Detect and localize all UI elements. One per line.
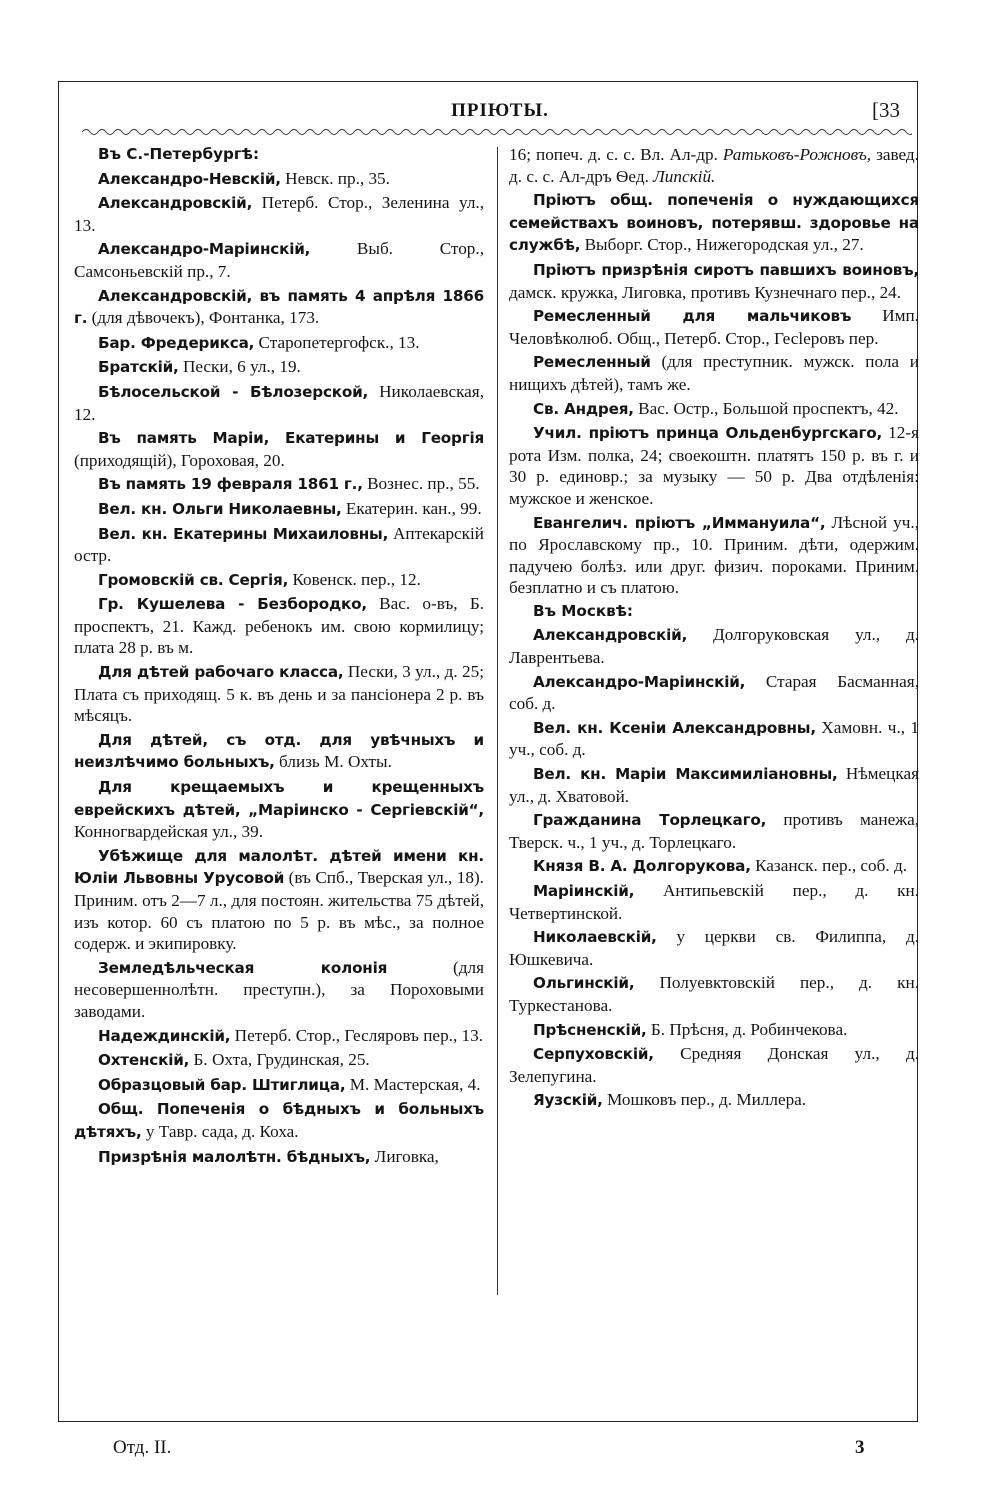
shelter-name: Вел. кн. Екатерины Михаиловны,: [98, 524, 389, 543]
shelter-name: Св. Андрея,: [533, 399, 634, 418]
entry-text: Вас. о-въ, Б. проспектъ, 21. Кажд. ребенокъ им. свою кормилицу; плата 28 р. въ м.: [74, 594, 484, 658]
shelter-entry: [74, 661, 484, 727]
shelter-entry: [509, 259, 919, 303]
entry-text: Конногвардейская ул., 39.: [74, 822, 264, 842]
shelter-name: Пріютъ призрѣнія сиротъ павшихъ воиновъ,: [533, 260, 919, 279]
shelter-name: Гражданина Торлецкаго,: [533, 811, 767, 830]
shelter-entry: [74, 356, 484, 379]
page-title: ПРІЮТЫ.: [451, 100, 549, 121]
entry-text: Пески, 3 ул., д. 25; Плата съ приходящ. 5 к. въ день и за пансіонера 2 р. въ мѣсяцъ.: [74, 662, 484, 726]
shelter-name: Александро-Невскій,: [98, 169, 281, 188]
entry-text: Мошковъ пер., д. Миллера.: [602, 1090, 807, 1110]
shelter-entry: [509, 1043, 919, 1087]
shelter-name: Маріинскій,: [533, 882, 635, 900]
person-name: Ратьковъ-Рожновъ,: [722, 145, 872, 164]
column-divider: [497, 147, 498, 1295]
entry-text: Хамовн. ч., 1 уч., соб. д.: [509, 717, 920, 760]
shelter-entry: [74, 473, 484, 496]
shelter-name: Общ. Попеченія о бѣдныхъ и больныхъ дѣтяхъ,: [74, 1100, 484, 1141]
entry-text: Нѣмецкая ул., д. Хватовой.: [509, 764, 919, 806]
entry-text: Екатерин. кан., 99.: [341, 498, 482, 518]
shelter-entry: [509, 880, 919, 924]
shelter-entry: [74, 168, 484, 191]
shelter-name: Александровскій, въ память 4 апрѣля 1866 г.: [74, 286, 484, 328]
entry-text: Казанск. пер., соб. д.: [750, 856, 908, 876]
shelter-name: Образцовый бар. Штиглица,: [98, 1075, 346, 1094]
shelter-name: Призрѣнія малолѣтн. бѣдныхъ,: [98, 1147, 371, 1166]
shelter-entry: [509, 189, 919, 257]
shelter-name: Александровскій,: [98, 194, 253, 213]
shelter-entry: [509, 671, 919, 715]
shelter-entry: [74, 381, 484, 425]
shelter-entry: [74, 238, 484, 282]
entry-text: Ковенск. пер., 12.: [288, 569, 421, 589]
shelter-name: Учил. пріютъ принца Ольденбургскаго,: [533, 424, 883, 443]
shelter-name: Въ память Маріи, Екатерины и Георгія: [98, 429, 484, 448]
entry-text: М. Мастерская, 4.: [345, 1074, 481, 1094]
shelter-name: Братскій,: [98, 358, 179, 377]
shelter-name: Бѣлосельской - Бѣлозерской,: [98, 382, 369, 401]
shelter-entry: [509, 1089, 919, 1112]
shelter-entry: [74, 332, 484, 355]
entry-text: Аптекарскій остр.: [74, 523, 484, 566]
entry-text: Лѣсной уч., по Ярославскому пр., 10. Приним. дѣти, одержим. падучею болѣз. или друг. физич. пороками. Приним. безплатно и съ платою.: [509, 512, 919, 598]
person-name: Липскій.: [653, 166, 716, 186]
shelter-name: Гр. Кушелева - Безбородко,: [98, 595, 367, 614]
entry-text: Антипьевскій пер., д. кн. Четвертинской.: [509, 881, 919, 923]
entry-text: противъ манежа, Тверск. ч., 1 уч., д. Торлецкаго.: [509, 810, 919, 852]
entry-text: Средняя Донская ул., д. Зелепугина.: [509, 1044, 919, 1086]
entry-text: Вас. Остр., Большой проспектъ, 42.: [633, 398, 899, 418]
shelter-name: Вел. кн. Ксеніи Александровны,: [533, 718, 816, 737]
shelter-name: Для крещаемыхъ и крещенныхъ еврейскихъ дѣтей, „Маріинско - Сергіевскій“,: [74, 778, 484, 819]
shelter-entry: [74, 1098, 484, 1143]
shelter-entry: [509, 855, 919, 878]
shelter-entry: [509, 398, 919, 421]
shelter-name: Охтенскій,: [98, 1051, 190, 1070]
entry-text: Долгоруковская ул., д. Лаврентьева.: [509, 625, 919, 668]
entry-text: (для преступник. мужск. пола и нищихъ дѣтей), тамъ же.: [509, 352, 919, 394]
city-heading: Въ Москвѣ:: [533, 601, 633, 620]
shelter-entry: [74, 1025, 484, 1048]
entry-text: близь М. Охты.: [274, 752, 392, 772]
shelter-name: Вел. кн. Ольги Николаевны,: [98, 499, 342, 518]
entry-continuation: [509, 144, 919, 187]
shelter-name: Александро-Маріинскій,: [98, 240, 311, 259]
shelter-entry: [509, 717, 919, 761]
left-column: [74, 144, 484, 1170]
page-number: [33: [872, 98, 900, 122]
shelter-entry: [509, 422, 919, 509]
shelter-entry: [74, 1146, 484, 1169]
shelter-entry: [74, 1049, 484, 1072]
entry-text: у Тавр. сада, д. Коха.: [141, 1121, 299, 1141]
right-column: [509, 144, 919, 1114]
shelter-entry: [74, 498, 484, 521]
entry-text: Невск. пр., 35.: [280, 168, 390, 188]
entry-text: Петерб. Стор., Гесляровъ пер., 13.: [230, 1025, 484, 1045]
shelter-name: Ремесленный для мальчиковъ: [533, 307, 852, 326]
shelter-entry: [74, 776, 484, 843]
shelter-name: Убѣжище для малолѣт. дѣтей имени кн. Юліи Львовны Урусовой: [74, 846, 484, 888]
shelter-name: Князя В. А. Долгорукова,: [533, 857, 751, 876]
entry-text: Старопетергофск., 13.: [254, 332, 420, 352]
shelter-entry: [74, 427, 484, 471]
entry-text: Б. Прѣсня, д. Робинчекова.: [646, 1019, 848, 1039]
shelter-entry: [509, 624, 919, 668]
shelter-name: Николаевскій,: [533, 928, 657, 947]
shelter-name: Бар. Фредерикса,: [98, 333, 255, 352]
wavy-rule: [82, 126, 912, 138]
entry-text: Б. Охта, Грудинская, 25.: [189, 1050, 370, 1070]
shelter-name: Вел. кн. Маріи Максимиліановны,: [533, 765, 838, 784]
shelter-entry: [74, 523, 484, 567]
shelter-entry: [74, 593, 484, 659]
entry-text: 12-я рота Изм. полка, 24; своекоштн. платятъ 150 р. въ г. и 30 р. единовр.; за музыку — 50 р. Два отдѣленія: мужское и женское.: [509, 423, 919, 508]
shelter-name: Для дѣтей рабочаго класса,: [98, 663, 344, 682]
entry-text: Пески, 6 ул., 19.: [178, 357, 301, 377]
entry-text: Выборг. Стор., Нижегородская ул., 27.: [580, 235, 864, 255]
shelter-entry: [509, 972, 919, 1016]
entry-text: Николаевская, 12.: [74, 381, 484, 424]
entry-text: у церкви св. Филиппа, д. Юшкевича.: [509, 927, 919, 969]
entry-text: (приходящій), Гороховая, 20.: [74, 450, 285, 470]
shelter-entry: [74, 729, 484, 774]
shelter-entry: [74, 957, 484, 1023]
shelter-entry: [509, 512, 919, 599]
entry-text: завед. д. с. с. Ал-дръ Ѳед.: [509, 145, 919, 186]
entry-text: (для несовершеннолѣтн. преступн.), за Пороховыми заводами.: [74, 957, 485, 1021]
entry-text: Имп. Человѣколюб. Общ., Петерб. Стор., Гесleровъ пер.: [509, 306, 919, 348]
shelter-name: Серпуховскій,: [533, 1045, 654, 1064]
shelter-name: Громовскій св. Сергія,: [98, 570, 289, 589]
shelter-entry: [509, 763, 919, 807]
footer-section: Отд. II.: [113, 1437, 172, 1458]
shelter-name: Ольгинскій,: [533, 974, 635, 993]
entry-text: 16; попеч. д. с. с. Вл. Ал-др.: [509, 145, 723, 164]
entry-text: Лиговка,: [370, 1146, 439, 1166]
shelter-name: Прѣсненскій,: [533, 1020, 647, 1039]
shelter-entry: [74, 569, 484, 592]
shelter-entry: [74, 192, 484, 236]
shelter-entry: [509, 305, 919, 349]
entry-text: Старая Басманная, соб. д.: [509, 671, 919, 714]
entry-text: (для дѣвочекъ), Фонтанка, 173.: [87, 308, 320, 328]
shelter-name: Надеждинскій,: [98, 1026, 231, 1045]
shelter-entry: [509, 809, 919, 853]
entry-text: (въ Спб., Тверская ул., 18). Приним. отъ 2—7 л., для постоян. жительства 75 дѣтей, изъ котор. 60 съ платою по 5 р. въ мѣс., за полное содерж. и экипировку.: [74, 868, 484, 954]
shelter-entry: [509, 1019, 919, 1042]
shelter-name: Ремесленный: [533, 353, 651, 372]
entry-text: Выб. Стор., Самсоньевскій пр., 7.: [74, 239, 484, 281]
shelter-entry: [509, 351, 919, 395]
shelter-entry: [74, 285, 484, 330]
entry-text: Полуевктовскій пер., д. кн. Туркестанова.: [509, 973, 919, 1015]
shelter-entry: [74, 1074, 484, 1097]
shelter-entry: [74, 845, 484, 955]
shelter-name: Яузскій,: [533, 1091, 603, 1110]
footer-signature: 3: [855, 1437, 865, 1458]
shelter-name: Для дѣтей, съ отд. для увѣчныхъ и неизлѣчимо больныхъ,: [74, 730, 484, 772]
city-heading: Въ С.-Петербургѣ:: [98, 145, 260, 163]
shelter-name: Александровскій,: [533, 626, 688, 645]
entry-text: дамск. кружка, Лиговка, противъ Кузнечнаго пер., 24.: [509, 282, 902, 302]
shelter-name: Земледѣльческая колонія: [98, 958, 388, 977]
shelter-entry: [509, 926, 919, 970]
shelter-name: Евангелич. пріютъ „Иммануила“,: [533, 513, 826, 532]
shelter-name: Пріютъ общ. попеченія о нуждающихся семействахъ воиновъ, потерявш. здоровье на службѣ,: [509, 191, 919, 255]
shelter-name: Александро-Маріинскій,: [533, 672, 746, 691]
entry-text: Вознес. пр., 55.: [362, 474, 480, 494]
entry-text: Петерб. Стор., Зеленина ул., 13.: [74, 193, 484, 235]
shelter-name: Въ память 19 февраля 1861 г.,: [98, 475, 363, 494]
